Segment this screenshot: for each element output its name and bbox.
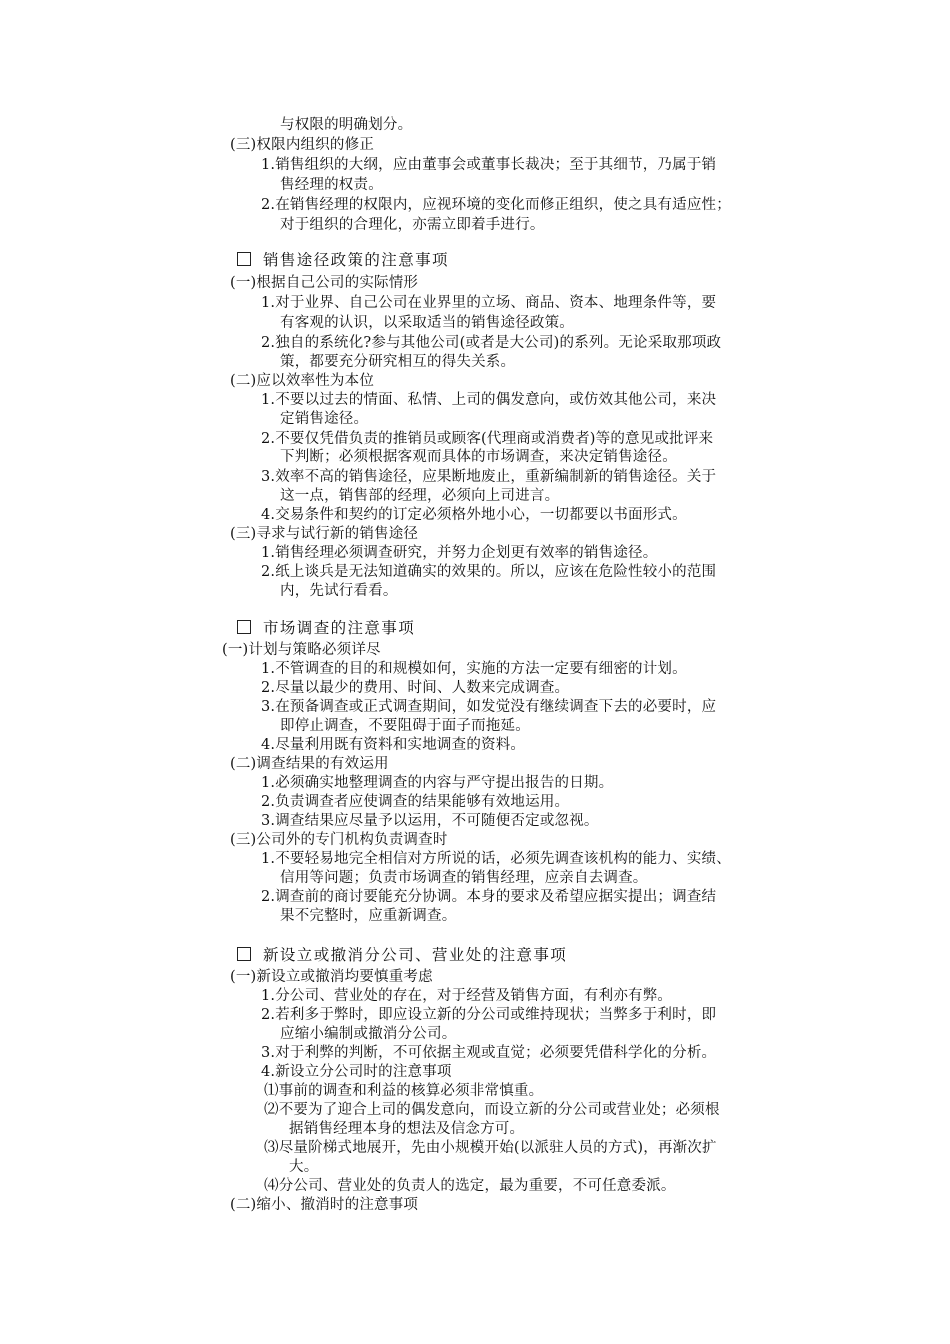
text-line: 应缩小编制或撤消分公司。: [280, 1026, 457, 1042]
subsection-heading: (二)调查结果的有效运用: [230, 756, 389, 772]
list-item: 2.在销售经理的权限内，应视环境的变化而修正组织，使之具有适应性；: [261, 197, 731, 213]
text-line: 售经理的权责。: [280, 177, 383, 193]
section-heading: [237, 946, 567, 964]
list-item: 3.调查结果应尽量予以运用，不可随便否定或忽视。: [261, 813, 599, 829]
list-item: 2.负责调查者应使调查的结果能够有效地运用。: [261, 794, 570, 810]
text-line: 内，先试行看看。: [280, 583, 398, 599]
text-line: 这一点，销售部的经理，必须向上司进言。: [280, 488, 560, 504]
list-item: 3.对于利弊的判断，不可依据主观或直觉；必须要凭借科学化的分析。: [261, 1045, 717, 1061]
text-line: 与权限的明确划分。: [280, 117, 413, 133]
text-line: 大。: [289, 1159, 319, 1175]
subsection-heading: (二)缩小、撤消时的注意事项: [230, 1197, 419, 1213]
sub-list-item: ⑶尽量阶梯式地展开，先由小规模开始(以派驻人员的方式)，再渐次扩: [264, 1140, 717, 1156]
list-item: 4.交易条件和契约的订定必须格外地小心，一切都要以书面形式。: [261, 507, 687, 523]
list-item: 1.销售经理必须调查研究，并努力企划更有效率的销售途径。: [261, 545, 658, 561]
text-line: 信用等问题；负责市场调查的销售经理，应亲自去调查。: [280, 870, 648, 886]
section-heading: [237, 251, 449, 269]
sub-list-item: ⑷分公司、营业处的负责人的选定，最为重要，不可任意委派。: [264, 1178, 676, 1194]
list-item: 3.效率不高的销售途径，应果断地废止，重新编制新的销售途径。关于: [261, 469, 717, 485]
text-line: 据销售经理本身的想法及信念方可。: [289, 1121, 525, 1137]
list-item: 3.在预备调查或正式调查期间，如发觉没有继续调查下去的必要时，应: [261, 699, 717, 715]
list-item: 2.调查前的商讨要能充分协调。本身的要求及希望应据实提出；调查结: [261, 889, 717, 905]
text-line: 有客观的认识，以采取适当的销售途径政策。: [280, 315, 574, 331]
subsection-heading: (一)根据自己公司的实际情形: [230, 275, 419, 291]
subsection-heading: (一)新设立或撤消均要慎重考虑: [230, 969, 433, 985]
list-item: 2.尽量以最少的费用、时间、人数来完成调查。: [261, 680, 570, 696]
sub-list-item: ⑴事前的调查和利益的核算必须非常慎重。: [264, 1083, 544, 1099]
sub-list-item: ⑵不要为了迎合上司的偶发意向，而设立新的分公司或营业处；必须根: [264, 1102, 720, 1118]
checkbox-square-icon: [237, 620, 251, 634]
list-item: 2.纸上谈兵是无法知道确实的效果的。所以，应该在危险性较小的范围: [261, 564, 717, 580]
list-item: 2.独自的系统化?参与其他公司(或者是大公司)的系列。无论采取那项政: [261, 335, 722, 351]
list-item: 1.不要以过去的情面、私情、上司的偶发意向，或仿效其他公司，来决: [261, 392, 717, 408]
list-item: 4.新设立分公司时的注意事项: [261, 1064, 452, 1080]
list-item: 4.尽量利用既有资料和实地调查的资料。: [261, 737, 526, 753]
section-heading: [237, 619, 415, 637]
section-title: 新设立或撤消分公司、营业处的注意事项: [263, 946, 568, 964]
text-line: 策，都要充分研究相互的得失关系。: [280, 354, 516, 370]
list-item: 1.对于业界、自己公司在业界里的立场、商品、资本、地理条件等，要: [261, 295, 717, 311]
list-item: 1.不管调查的目的和规模如何，实施的方法一定要有细密的计划。: [261, 661, 687, 677]
text-line: 下判断；必须根据客观而具体的市场调查，来决定销售途径。: [280, 449, 677, 465]
checkbox-square-icon: [237, 947, 251, 961]
section-title: 销售途径政策的注意事项: [263, 251, 449, 269]
subsection-heading: (二)应以效率性为本位: [230, 373, 375, 389]
list-item: 1.必须确实地整理调查的内容与严守提出报告的日期。: [261, 775, 614, 791]
list-item: 1.分公司、营业处的存在，对于经营及销售方面，有利亦有弊。: [261, 988, 673, 1004]
subsection-heading: (一)计划与策略必须详尽: [222, 642, 381, 658]
section-title: 市场调查的注意事项: [263, 619, 416, 637]
text-line: 对于组织的合理化，亦需立即着手进行。: [280, 217, 545, 233]
list-item: 2.若利多于弊时，即应设立新的分公司或维持现状；当弊多于利时，即: [261, 1007, 717, 1023]
list-item: 2.不要仅凭借负责的推销员或顾客(代理商或消费者)等的意见或批评来: [261, 431, 714, 447]
subsection-heading: (三)权限内组织的修正: [230, 137, 375, 153]
subsection-heading: (三)公司外的专门机构负责调查时: [230, 832, 448, 848]
list-item: 1.销售组织的大纲，应由董事会或董事长裁决；至于其细节，乃属于销: [261, 157, 717, 173]
text-line: 即停止调查，不要阻碍于面子而拖延。: [280, 718, 530, 734]
list-item: 1.不要轻易地完全相信对方所说的话，必须先调查该机构的能力、实绩、: [261, 851, 731, 867]
text-line: 定销售途径。: [280, 411, 369, 427]
text-line: 果不完整时，应重新调查。: [280, 908, 457, 924]
checkbox-square-icon: [237, 252, 251, 266]
subsection-heading: (三)寻求与试行新的销售途径: [230, 526, 419, 542]
